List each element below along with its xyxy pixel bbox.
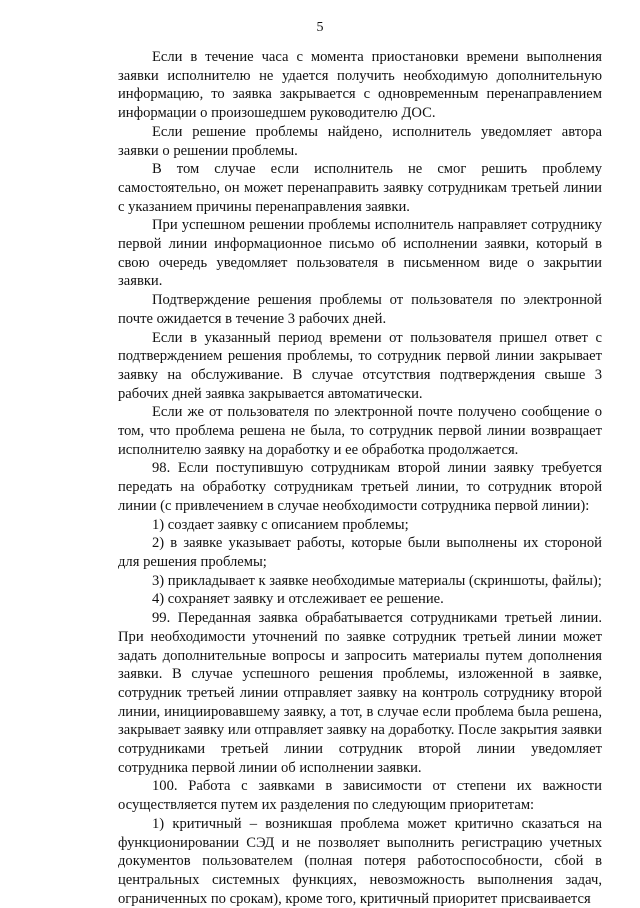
paragraph-not-resolved: Если же от пользователя по электронной почте получено сообщение о том, что проблема решена не была, то сотрудник первой линии возвращает исполнителю заявку на доработку и ее обработка продолжается. bbox=[118, 404, 602, 458]
list-item-98-1: 1) создает заявку с описанием проблемы; bbox=[152, 516, 409, 533]
list-item-98-4: 4) сохраняет заявку и отслеживает ее решение. bbox=[152, 591, 444, 608]
paragraph-98: 98. Если поступившую сотрудникам второй линии заявку требуется передать на обработку сотрудникам третьей линии, то сотрудник второй линии (с привлечением в случае необходимости сотрудника первой линии): bbox=[118, 460, 602, 514]
paragraph-99: 99. Переданная заявка обрабатывается сотрудниками третьей линии. При необходимости уточнений по заявке сотрудник третьей линии может задать дополнительные вопросы и запросить материалы путем дополнения заявки. В случае успешного решения проблемы, изложенной в заявке, сотрудник третьей линии отправляет заявку на контроль сотруднику второй линии, инициировавшему заявку, а тот, в случае если проблема была решена, закрывает заявку или отправляет заявку на доработку. После закрытия заявки сотрудниками третьей линии сотрудник второй линии уведомляет сотрудника первой линии об исполнении заявки. bbox=[118, 610, 602, 776]
list-item-98-2: 2) в заявке указывает работы, которые были выполнены их стороной для решения проблемы; bbox=[118, 535, 602, 570]
paragraph-solution-found: Если решение проблемы найдено, исполнитель уведомляет автора заявки о решении проблемы. bbox=[118, 123, 602, 159]
paragraph-redirect-third-line: В том случае если исполнитель не смог решить проблему самостоятельно, он может перенаправить заявку сотрудникам третьей линии с указанием причины перенаправления заявки. bbox=[118, 161, 602, 215]
list-item-98-3: 3) прикладывает к заявке необходимые материалы (скриншоты, файлы); bbox=[152, 572, 602, 589]
paragraph-confirmation-received: Если в указанный период времени от пользователя пришел ответ с подтверждением решения проблемы, то сотрудник первой линии закрывает заявку на обслуживание. В случае отсутствия подтверждения свыше 3 рабочих дней заявка закрывается автоматически. bbox=[118, 329, 602, 402]
paragraph-confirmation-wait: Подтверждение решения проблемы от пользователя по электронной почте ожидается в течение 3 рабочих дней. bbox=[118, 292, 602, 327]
paragraph-100: 100. Работа с заявками в зависимости от степени их важности осуществляется путем их разделения по следующим приоритетам: bbox=[118, 778, 602, 814]
document-body bbox=[118, 48, 602, 908]
paragraph-suspension-timeout: Если в течение часа с момента приостановки времени выполнения заявки исполнителю не удается получить необходимую дополнительную информацию, то заявка закрывается с одновременным перенаправлением информации о произошедшем руководителю ДОС. bbox=[118, 49, 602, 122]
paragraph-success-notification: При успешном решении проблемы исполнитель направляет сотруднику первой линии информационное письмо об исполнении заявки, который в свою очередь уведомляет пользователя в письменном виде о закрытии заявки. bbox=[118, 217, 602, 290]
list-item-100-1: 1) критичный – возникшая проблема может критично сказаться на функционировании СЭД и не позволяет выполнить регистрацию учетных документов пользователем (полная потеря работоспособности, сбой в центральных системных функциях, невозможность выполнения задач, ограниченных по срокам), кроме того, критичный приоритет присваивается bbox=[118, 815, 602, 907]
page-number: 5 bbox=[316, 20, 324, 35]
